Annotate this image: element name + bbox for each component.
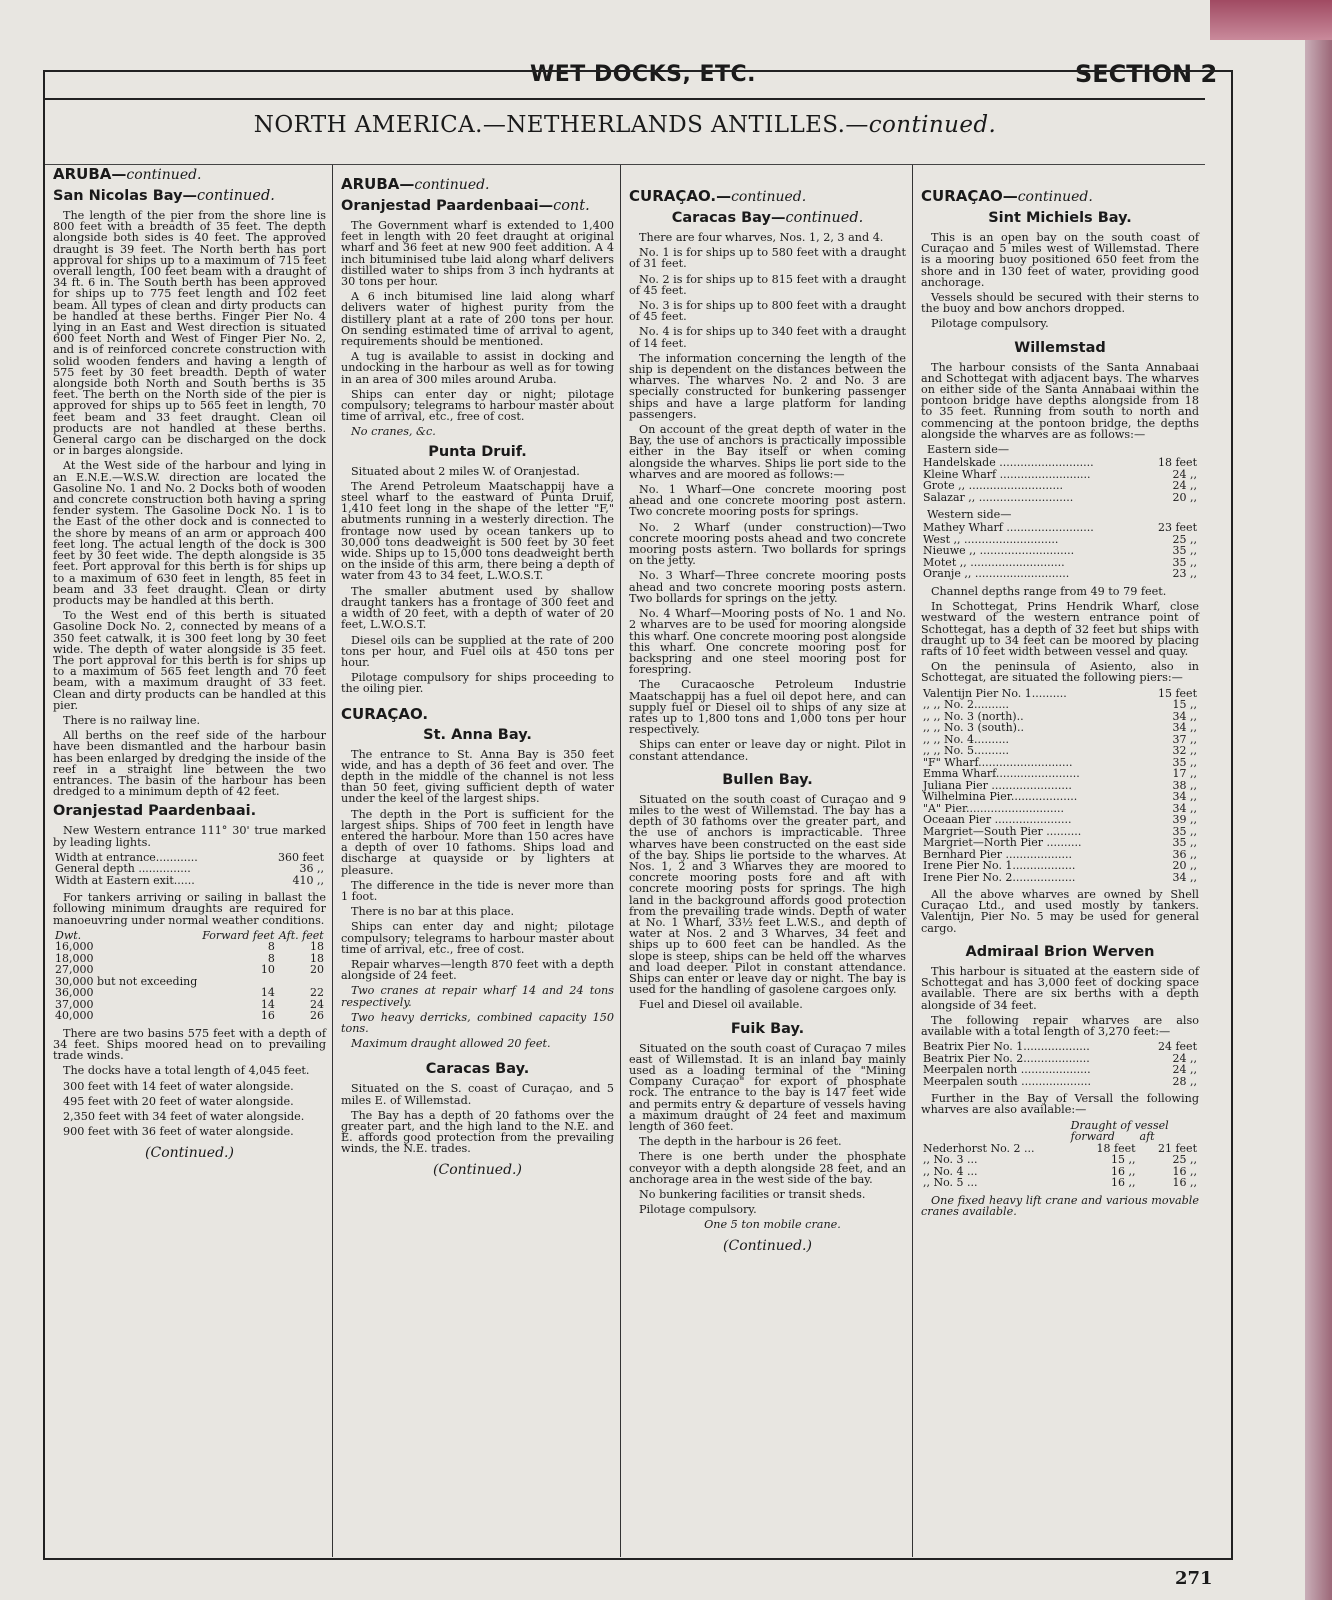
table-cell: ,, No. 5 ...: [923, 1176, 978, 1190]
region-heading: [341, 175, 614, 194]
wharf-label: Salazar ,,: [923, 490, 976, 504]
column-header: forward: [1070, 1130, 1115, 1144]
table-cell: 16,000: [55, 940, 94, 954]
paragraph: No. 3 is for ships up to 800 feet with a draught of 45 feet.: [629, 299, 906, 324]
paragraph: A 6 inch bitumised line laid along wharf delivers water of highest purity from the distillery plant at a rate of 200 tons per hour. On sending estimated time of arrival to agent, requirements should be mentioned.: [341, 290, 614, 349]
column-3: [621, 165, 913, 1557]
note: One fixed heavy lift crane and various movable cranes available.: [921, 1193, 1199, 1218]
region-cont: continued.: [731, 189, 807, 205]
banner-cont: continued.: [868, 112, 997, 138]
table-cell: 24: [310, 997, 324, 1011]
paragraph: Ships can enter day and night; pilotage compulsory; telegrams to harbour master about time of arrival, etc., free of cost.: [341, 920, 614, 956]
page-number: 271: [1175, 1568, 1213, 1589]
table-cell: 16 ,,: [1111, 1176, 1136, 1190]
leader-dots: ...........................: [970, 555, 1065, 569]
leader-dots: ...........................: [978, 490, 1074, 504]
leader-dots: ...........................: [963, 532, 1059, 546]
table-row: [53, 976, 326, 988]
wharf-label: Nieuwe ,,: [923, 544, 977, 558]
paragraph: The length of the pier from the shore line is 800 feet with a breadth of 35 feet. The depth alongside both sides is 40 feet. The approved draught is 39 feet. The North berth has port approval for ships up to a maximum of 715 feet overall length, 100 feet beam with a draught of 34 ft. 6 in. The South berth has been approved for ships up to 775 feet length and 102 feet beam. All types of clean and dirty products can be handled at these berths. Finger Pier No. 4 lying in an East and West direction is situated 600 feet North and West of Finger Pier No. 2, and is of reinforced concrete construction with solid wooden fenders and having a length of 575 feet by 30 feet breadth. Depth of water alongside both North and South berths is 35 feet. The berth on the North side of the pier is approved for ships up to 565 feet in length, 70 feet beam and 33 feet draught. Clean oil products are not handled at these berths. General cargo can be discharged on the dock or in barges alongside.: [53, 209, 326, 458]
list-item: 2,350 feet with 34 feet of water alongside.: [63, 1110, 305, 1124]
leader-dots: ...........................: [999, 456, 1094, 470]
dim-label: General depth ...............: [55, 862, 191, 876]
table-row: [921, 860, 1199, 872]
paragraph: Situated about 2 miles W. of Oranjestad.: [351, 464, 580, 478]
column-1: [45, 165, 333, 1557]
table-cell: 22: [310, 986, 324, 1000]
table-cell: 14: [260, 986, 275, 1000]
region-name: CURAÇAO.—: [629, 187, 732, 205]
column-header: Aft. feet: [278, 928, 324, 942]
table-row: [921, 1064, 1199, 1076]
pier-depth: 34 ,,: [1172, 801, 1197, 815]
paragraph: On account of the great depth of water in the Bay, the use of anchors is practically impossible either in the Bay itself or when coming alongside the wharves. Ships lie port side to the wharves and are moored as follows:—: [629, 423, 906, 481]
paragraph: Pilotage compulsory.: [639, 1203, 757, 1217]
paragraph: The Government wharf is extended to 1,400 feet in length with 20 feet draught at original wharf and 36 feet at new 900 feet addition. A 4 inch bituminised tube laid along wharf delivers distilled water to ships from 3 inch hydrants at 30 tons per hour.: [341, 219, 614, 289]
wharf-depth: 28 ,,: [1172, 1074, 1197, 1088]
table-cell: 14: [260, 997, 275, 1011]
table-row: [921, 837, 1199, 849]
table-cell: 18,000: [55, 951, 94, 965]
paragraph: No. 3 Wharf—Three concrete mooring posts ahead and two concrete mooring posts astern. Two bollards for springs on the jetty.: [629, 569, 906, 605]
pier-name: Irene Pier No. 2..................: [923, 870, 1076, 884]
region-cont: continued.: [1017, 189, 1093, 205]
place-cont: continued.: [197, 188, 275, 204]
column-header: aft: [1139, 1130, 1155, 1144]
paragraph: The depth in the harbour is 26 feet.: [639, 1135, 842, 1149]
table-cell: ,, No. 3 ...: [923, 1153, 978, 1167]
pier-name: "F" Wharf...........................: [923, 755, 1073, 769]
region-heading: [629, 187, 906, 206]
table-cell: 21 feet: [1157, 1141, 1197, 1155]
paragraph: No. 1 is for ships up to 580 feet with a draught of 31 feet.: [629, 246, 906, 271]
place-cont: continued.: [785, 210, 864, 226]
pier-name: Margriet—North Pier ..........: [923, 836, 1082, 850]
region-cont: continued.: [126, 167, 202, 183]
paragraph: No. 4 is for ships up to 340 feet with a draught of 14 feet.: [629, 325, 906, 350]
wharf-name: [921, 492, 1144, 504]
paragraph: Ships can enter or leave day or night. Pilot in constant attendance.: [629, 738, 906, 763]
table-cell: 15 ,,: [1111, 1153, 1136, 1167]
table-row: [921, 699, 1199, 711]
ballast-draught-table: [53, 930, 326, 1022]
paragraph: There are two basins 575 feet with a depth of 34 feet. Ships moored head on to prevailing trade winds.: [53, 1026, 326, 1063]
column-4: [913, 165, 1205, 1557]
dim-value: 410 ,,: [292, 873, 324, 887]
table-cell: 20: [310, 963, 324, 977]
wharf-depth: 18 feet: [1157, 456, 1197, 470]
table-cell: 10: [260, 963, 275, 977]
table-row: [921, 1154, 1199, 1166]
paragraph: The harbour consists of the Santa Annabaai and Schottegat with adjacent bays. The wharves on either side of the Santa Annabaai within the pontoon bridge have depths alongside from 18 to 35 feet. Running from south to north and commencing at the pontoon bridge, the depths alongside the wharves are as follows:—: [921, 360, 1199, 441]
place-heading: [53, 186, 326, 206]
pier-name: ,, ,, No. 3 (south)..: [923, 721, 1024, 735]
place-heading: Willemstad: [1014, 339, 1106, 356]
place-heading: [341, 196, 614, 216]
wharf-name: Meerpalen south ....................: [923, 1074, 1092, 1088]
paragraph: Repair wharves—length 870 feet with a depth alongside of 24 feet.: [341, 957, 614, 983]
wharf-name: Beatrix Pier No. 1...................: [923, 1040, 1090, 1054]
wharf-label: Grote ,,: [923, 479, 966, 493]
region-heading: [921, 187, 1199, 206]
note: No cranes, &c.: [351, 425, 436, 439]
paragraph: There are four wharves, Nos. 1, 2, 3 and 4.: [639, 231, 884, 244]
paragraph: The following repair wharves are also available with a total length of 3,270 feet:—: [921, 1013, 1199, 1038]
continued-note: (Continued.): [723, 1237, 812, 1254]
list-item: 495 feet with 20 feet of water alongside.: [63, 1094, 294, 1108]
wharf-depth: 35 ,,: [1172, 544, 1197, 558]
table-label: Western side—: [927, 508, 1012, 522]
leader-dots: ...........................: [979, 544, 1075, 558]
paragraph: The smaller abutment used by shallow draught tankers has a frontage of 300 feet and a width of 20 feet, with a depth of water of 20 feet, L.W.O.S.T.: [341, 584, 614, 632]
pier-depth: 36 ,,: [1172, 847, 1197, 861]
paragraph: The difference in the tide is never more than 1 foot.: [341, 878, 614, 903]
note: Two cranes at repair wharf 14 and 24 tons respectively.: [341, 984, 614, 1009]
pier-depth: 34 ,,: [1172, 870, 1197, 884]
pier-depth: 20 ,,: [1172, 859, 1197, 873]
pier-depth: 35 ,,: [1172, 755, 1197, 769]
note: Maximum draught allowed 20 feet.: [351, 1037, 551, 1051]
paragraph: Ships can enter day or night; pilotage compulsory; telegrams to harbour master about time of arrival, etc., free of cost.: [341, 387, 614, 424]
region-name: ARUBA—: [341, 175, 415, 193]
table-row: [921, 1177, 1199, 1189]
wharf-name: Beatrix Pier No. 2...................: [923, 1051, 1090, 1065]
table-row: [921, 1041, 1199, 1053]
place-heading: Bullen Bay.: [722, 771, 813, 788]
note: Two heavy derricks, combined capacity 150 tons.: [341, 1010, 614, 1035]
leader-dots: .........................: [1006, 521, 1094, 535]
place-name: San Nicolas Bay—: [53, 188, 198, 204]
table-row: [921, 722, 1199, 734]
repair-wharves-table: [921, 1041, 1199, 1087]
place-heading: St. Anna Bay.: [423, 726, 532, 743]
pier-depth: 38 ,,: [1172, 778, 1197, 792]
table-cell: 30,000 but not exceeding: [55, 974, 198, 988]
pier-name: Bernhard Pier ...................: [923, 847, 1072, 861]
dim-value: 360 feet: [277, 850, 324, 864]
table-row: [53, 875, 326, 887]
wharf-depth: 23 feet: [1157, 521, 1197, 535]
paragraph: There is one berth under the phosphate conveyor with a depth alongside 28 feet, and an anchorage area in the west side of the bay.: [629, 1150, 906, 1186]
region-banner: [45, 98, 1205, 165]
paragraph: The information concerning the length of the ship is dependent on the distances between the wharves. The wharves No. 2 and No. 3 are specially constructed for bunkering passenger ships and have a large platform for landing passengers.: [629, 351, 906, 421]
paragraph: Further in the Bay of Versall the following wharves are also available:—: [921, 1092, 1199, 1117]
table-cell: 16 ,,: [1172, 1164, 1197, 1178]
continued-note: (Continued.): [433, 1161, 522, 1178]
piers-table: [921, 688, 1199, 884]
table-row: [53, 941, 326, 953]
wharf-label: Oranje ,,: [923, 567, 972, 581]
paragraph: No. 4 Wharf—Mooring posts of No. 1 and No. 2 wharves are to be used for mooring alongside this wharf. One concrete mooring post alongside this wharf. One concrete mooring post for backspring and one steel mooring post for forespring.: [629, 607, 906, 677]
table-cell: 16 ,,: [1172, 1176, 1197, 1190]
paragraph: Situated on the S. coast of Curaçao, and 5 miles E. of Willemstad.: [341, 1082, 614, 1107]
table-header-row: [921, 1120, 1199, 1132]
pier-depth: 34 ,,: [1172, 709, 1197, 723]
table-cell: Nederhorst No. 2 ...: [923, 1141, 1035, 1155]
table-cell: 18: [310, 940, 324, 954]
dim-label: Width at Eastern exit......: [55, 873, 195, 887]
table-cell: 16: [260, 1009, 275, 1023]
table-cell: 16 ,,: [1111, 1164, 1136, 1178]
table-cell: 8: [267, 951, 275, 965]
region-heading: [53, 165, 326, 184]
pier-depth: 15 feet: [1157, 686, 1197, 700]
column-header: Forward feet: [202, 928, 275, 942]
list-item: 300 feet with 14 feet of water alongside.: [63, 1079, 294, 1093]
region-heading: CURAÇAO.: [341, 704, 429, 723]
banner-main: NORTH AMERICA.—NETHERLANDS ANTILLES.—: [253, 112, 869, 138]
paragraph: At the West side of the harbour and lying in an E.N.E.—W.S.W. direction are located the Gasoline No. 1 and No. 2 Docks both of wooden and concrete construction both having a spring fender system. The Gasoline Dock No. 1 is to the East of the other dock and is connected to the shore by means of an arm or approach 400 feet long. The actual length of the dock is 300 feet by 30 feet wide. The depth alongside is 35 feet. Port approval for this berth is for ships up to a maximum of 630 feet in length, 85 feet in beam and 33 feet draught. Clean or dirty products may be handled at this berth.: [53, 459, 326, 607]
paragraph: No. 1 Wharf—One concrete mooring post ahead and one concrete mooring post astern. Two concrete mooring posts for springs.: [629, 483, 906, 519]
section-label: SECTION 2: [1075, 60, 1218, 88]
place-cont: cont.: [553, 198, 590, 214]
paragraph: Diesel oils can be supplied at the rate of 200 tons per hour, and Fuel oils at 450 tons per hour.: [341, 633, 614, 669]
paragraph: Channel depths range from 49 to 79 feet.: [931, 584, 1167, 598]
pier-name: ,, ,, No. 3 (north)..: [923, 709, 1024, 723]
table-row: [53, 953, 326, 965]
wharf-name: [921, 568, 1144, 580]
place-heading: Admiraal Brion Werven: [965, 943, 1155, 960]
book-cover-corner: [1210, 0, 1332, 40]
wharf-name: Meerpalen north ....................: [923, 1063, 1091, 1077]
wharf-label: Kleine Wharf: [923, 467, 997, 481]
paragraph: This harbour is situated at the eastern side of Schottegat and has 3,000 feet of docking space available. There are six berths with a depth alongside of 34 feet.: [921, 964, 1199, 1012]
paragraph: There is no railway line.: [63, 713, 201, 727]
paragraph: The depth in the Port is sufficient for the largest ships. Ships of 700 feet in length have entered the harbour. More than 150 acres have a depth of over 10 fathoms. Ships load and discharge at quayside or by lighters at pleasure.: [341, 807, 614, 877]
pier-depth: 37 ,,: [1172, 732, 1197, 746]
column-2: [333, 165, 621, 1557]
nederhorst-table: [921, 1120, 1199, 1189]
wharf-depth: 35 ,,: [1172, 555, 1197, 569]
paragraph: In Schottegat, Prins Hendrik Wharf, close westward of the western entrance point of Schottegat, has a depth of 32 feet but ships with draught up to 34 feet can be moored by placing rafts of 10 feet width between vessel and quay.: [921, 600, 1199, 658]
western-side-table: [921, 522, 1199, 580]
pier-depth: 34 ,,: [1172, 721, 1197, 735]
table-row: [921, 1076, 1199, 1088]
region-name: ARUBA—: [53, 165, 127, 183]
paragraph: The entrance to St. Anna Bay is 350 feet wide, and has a depth of 36 feet and over. The depth in the middle of the channel is not less than 50 feet, giving sufficient depth of water under the keel of the largest ships.: [341, 747, 614, 806]
table-row: [53, 987, 326, 999]
table-header-row: [921, 1131, 1199, 1143]
table-cell: 36,000: [55, 986, 94, 1000]
table-row: [921, 492, 1199, 504]
paragraph: Pilotage compulsory for ships proceeding to the oiling pier.: [341, 671, 614, 696]
wharf-label: West ,,: [923, 532, 961, 546]
wharf-depth: 24 feet: [1157, 1040, 1197, 1054]
table-cell: 40,000: [55, 1009, 94, 1023]
place-name: Caracas Bay—: [671, 210, 786, 226]
place-name: Oranjestad Paardenbaai—: [341, 198, 554, 214]
list-item: 900 feet with 36 feet of water alongside.: [63, 1125, 294, 1139]
dim-label: Width at entrance............: [55, 850, 198, 864]
running-title: WET DOCKS, ETC.: [530, 62, 757, 87]
table-cell: 37,000: [55, 997, 94, 1011]
wharf-depth: 24 ,,: [1172, 467, 1197, 481]
pier-depth: 17 ,,: [1172, 767, 1197, 781]
paragraph: A tug is available to assist in docking and undocking in the harbour as well as for towing in an area of 300 miles around Aruba.: [341, 350, 614, 386]
paragraph: To the West end of this berth is situated Gasoline Dock No. 2, connected by means of a 350 feet catwalk, it is 300 feet long by 30 feet wide. The depth of water alongside is 35 feet. The port approval for this berth is for ships up to a maximum of 565 feet length and 70 feet beam, with a maximum draught of 33 feet. Clean and dirty products can be handled at this pier.: [53, 609, 326, 712]
wharf-depth: 24 ,,: [1172, 1063, 1197, 1077]
book-binding-edge: [1305, 0, 1332, 1600]
paragraph: On the peninsula of Asiento, also in Schottegat, are situated the following piers:—: [921, 660, 1199, 685]
paragraph: For tankers arriving or sailing in ballast the following minimum draughts are required for manoeuvring under normal weather conditions.: [53, 891, 326, 927]
continued-note: (Continued.): [145, 1144, 234, 1161]
place-heading: [629, 208, 906, 228]
place-heading: Caracas Bay.: [425, 1061, 530, 1078]
paragraph: Fuel and Diesel oil available.: [639, 998, 803, 1012]
table-cell: 26: [310, 1009, 324, 1023]
note: One 5 ton mobile crane.: [704, 1218, 841, 1232]
table-cell: 27,000: [55, 963, 94, 977]
pier-depth: 34 ,,: [1172, 790, 1197, 804]
table-cell: ,, No. 4 ...: [923, 1164, 978, 1178]
pier-depth: 32 ,,: [1172, 744, 1197, 758]
table-cell: 18 feet: [1096, 1141, 1136, 1155]
table-row: [921, 568, 1199, 580]
place-heading: Oranjestad Paardenbaai.: [53, 803, 257, 820]
pier-name: ,, ,, No. 5..........: [923, 744, 1009, 758]
pier-name: Valentijn Pier No. 1..........: [923, 686, 1067, 700]
pier-name: Emma Wharf........................: [923, 767, 1080, 781]
paragraph: No. 2 Wharf (under construction)—Two concrete mooring posts ahead and two concrete mooring posts astern. Two bollards for springs on the jetty.: [629, 520, 906, 568]
wharf-depth: 24 ,,: [1172, 479, 1197, 493]
wharf-depth: 25 ,,: [1172, 532, 1197, 546]
paragraph: The docks have a total length of 4,045 feet.: [63, 1064, 310, 1078]
paragraph: No bunkering facilities or transit sheds.: [639, 1188, 866, 1202]
place-heading: Sint Michiels Bay.: [988, 210, 1132, 226]
pier-name: ,, ,, No. 2..........: [923, 698, 1009, 712]
table-row: [921, 814, 1199, 826]
wharf-label: Handelskade: [923, 456, 996, 470]
paragraph: Vessels should be secured with their sterns to the buoy and bow anchors dropped.: [921, 291, 1199, 316]
paragraph: The Curacaosche Petroleum Industrie Maatschappij has a fuel oil depot here, and can supply fuel or Diesel oil to ships of any size at rates up to 1,800 tons and 1,000 tons per hour respectively.: [629, 678, 906, 737]
table-cell: 18: [310, 951, 324, 965]
columns: [45, 165, 1205, 1557]
paragraph: Pilotage compulsory.: [931, 317, 1049, 331]
wharf-depth: 23 ,,: [1172, 567, 1197, 581]
paragraph: Situated on the south coast of Curaçao 7 miles east of Willemstad. It is an inland bay mainly used as a loading terminal of the "Mining Company Curaçao" for export of phosphate rock. The entrance to the bay is 147 feet wide and permits entry & departure of vessels having a maximum draught of 24 feet and maximum length of 360 feet.: [629, 1041, 906, 1134]
pier-name: "A" Pier............................: [923, 801, 1064, 815]
pier-depth: 35 ,,: [1172, 836, 1197, 850]
wharf-label: Mathey Wharf: [923, 521, 1003, 535]
wharf-label: Motet ,,: [923, 555, 967, 569]
region-cont: continued.: [414, 177, 490, 193]
paragraph: Situated on the south coast of Curaçao and 9 miles to the west of Willemstad. The bay has a depth of 30 fathoms over the greater part, and the use of anchors is impracticable. Three wharves have been constructed on the east side of the bay. Ships lie portside to the wharves. At Nos. 1, 2 and 3 Wharves they are moored to concrete mooring posts fore and aft with concrete mooring posts for springs. The high land in the background affords good protection from the prevailing trade winds. Depth of water at No. 1 Wharf, 33½ feet L.W.S., and depth of water at Nos. 2 and 3 Wharves, 34 feet and ships up to 600 feet can be handled. As the slope is steep, ships can be held off the wharves and load deeper. Pilot in constant attendance. Ships can enter or leave day or night. The bay is used for the handling of gasolene cargoes only.: [629, 792, 906, 997]
pier-name: Juliana Pier .......................: [923, 778, 1072, 792]
table-cell: 25 ,,: [1172, 1153, 1197, 1167]
pier-depth: 35 ,,: [1172, 824, 1197, 838]
region-name: CURAÇAO—: [921, 187, 1018, 205]
table-header-row: [53, 930, 326, 942]
table-row: [921, 791, 1199, 803]
table-row: [921, 768, 1199, 780]
pier-name: Margriet—South Pier ..........: [923, 824, 1082, 838]
wharf-depth: 24 ,,: [1172, 1051, 1197, 1065]
banner-text: [254, 112, 996, 138]
pier-name: ,, ,, No. 4..........: [923, 732, 1009, 746]
leader-dots: ...........................: [968, 479, 1064, 493]
pier-name: Oceaan Pier ......................: [923, 813, 1072, 827]
table-row: [921, 745, 1199, 757]
paragraph: No. 2 is for ships up to 815 feet with a draught of 45 feet.: [629, 272, 906, 297]
pier-name: Wilhelmina Pier...................: [923, 790, 1078, 804]
column-header: Draught of vessel: [1070, 1118, 1169, 1132]
eastern-side-table: [921, 457, 1199, 503]
place-heading: Punta Druif.: [428, 443, 527, 460]
paragraph: The Bay has a depth of 20 fathoms over the greater part, and the high land to the N.E. and E. affords good protection from the prevailing winds, the N.E. trades.: [341, 1108, 614, 1156]
table-row: [53, 1010, 326, 1022]
entrance-dimensions-table: [53, 852, 326, 887]
table-label: Eastern side—: [927, 443, 1010, 457]
pier-depth: 15 ,,: [1172, 698, 1197, 712]
paragraph: There is no bar at this place.: [351, 905, 515, 919]
wharf-depth: 20 ,,: [1172, 490, 1197, 504]
table-row: [921, 872, 1199, 884]
dim-value: 36 ,,: [299, 862, 324, 876]
paragraph: This is an open bay on the south coast of Curaçao and 5 miles west of Willemstad. There is a mooring buoy positioned 650 feet from the shore and in 130 feet of water, providing good anchorage.: [921, 231, 1199, 289]
column-header: [921, 1120, 1069, 1132]
paragraph: The Arend Petroleum Maatschappij have a steel wharf to the eastward of Punta Druif, 1,410 feet long in the shape of the letter "F," abutments running in a westerly direction. The frontage now used by ocean tankers up to 30,000 tons deadweight is 500 feet by 30 feet wide. Ships up to 15,000 tons deadweight berth on the inside of this arm, there being a depth of water from 43 to 34 feet, L.W.O.S.T.: [341, 479, 614, 583]
paragraph: All berths on the reef side of the harbour have been dismantled and the harbour basin has been enlarged by dredging the inside of the reef in a straight line between the two entrances. The basin of the harbour has been dredged to a minimum depth of 42 feet.: [53, 729, 326, 799]
paragraph: New Western entrance 111° 30' true marked by leading lights.: [53, 824, 326, 849]
table-row: [53, 999, 326, 1011]
leader-dots: ...........................: [974, 567, 1070, 581]
place-heading: Fuik Bay.: [730, 1020, 805, 1037]
pier-name: Irene Pier No. 1..................: [923, 859, 1076, 873]
paragraph: All the above wharves are owned by Shell Curaçao Ltd., and used mostly by tankers. Valentijn, Pier No. 5 may be used for general cargo.: [921, 888, 1199, 935]
table-cell: 8: [267, 940, 275, 954]
leader-dots: ..........................: [999, 467, 1091, 481]
column-header: [921, 1131, 1069, 1143]
column-header: Dwt.: [55, 928, 82, 942]
pier-depth: 39 ,,: [1172, 813, 1197, 827]
